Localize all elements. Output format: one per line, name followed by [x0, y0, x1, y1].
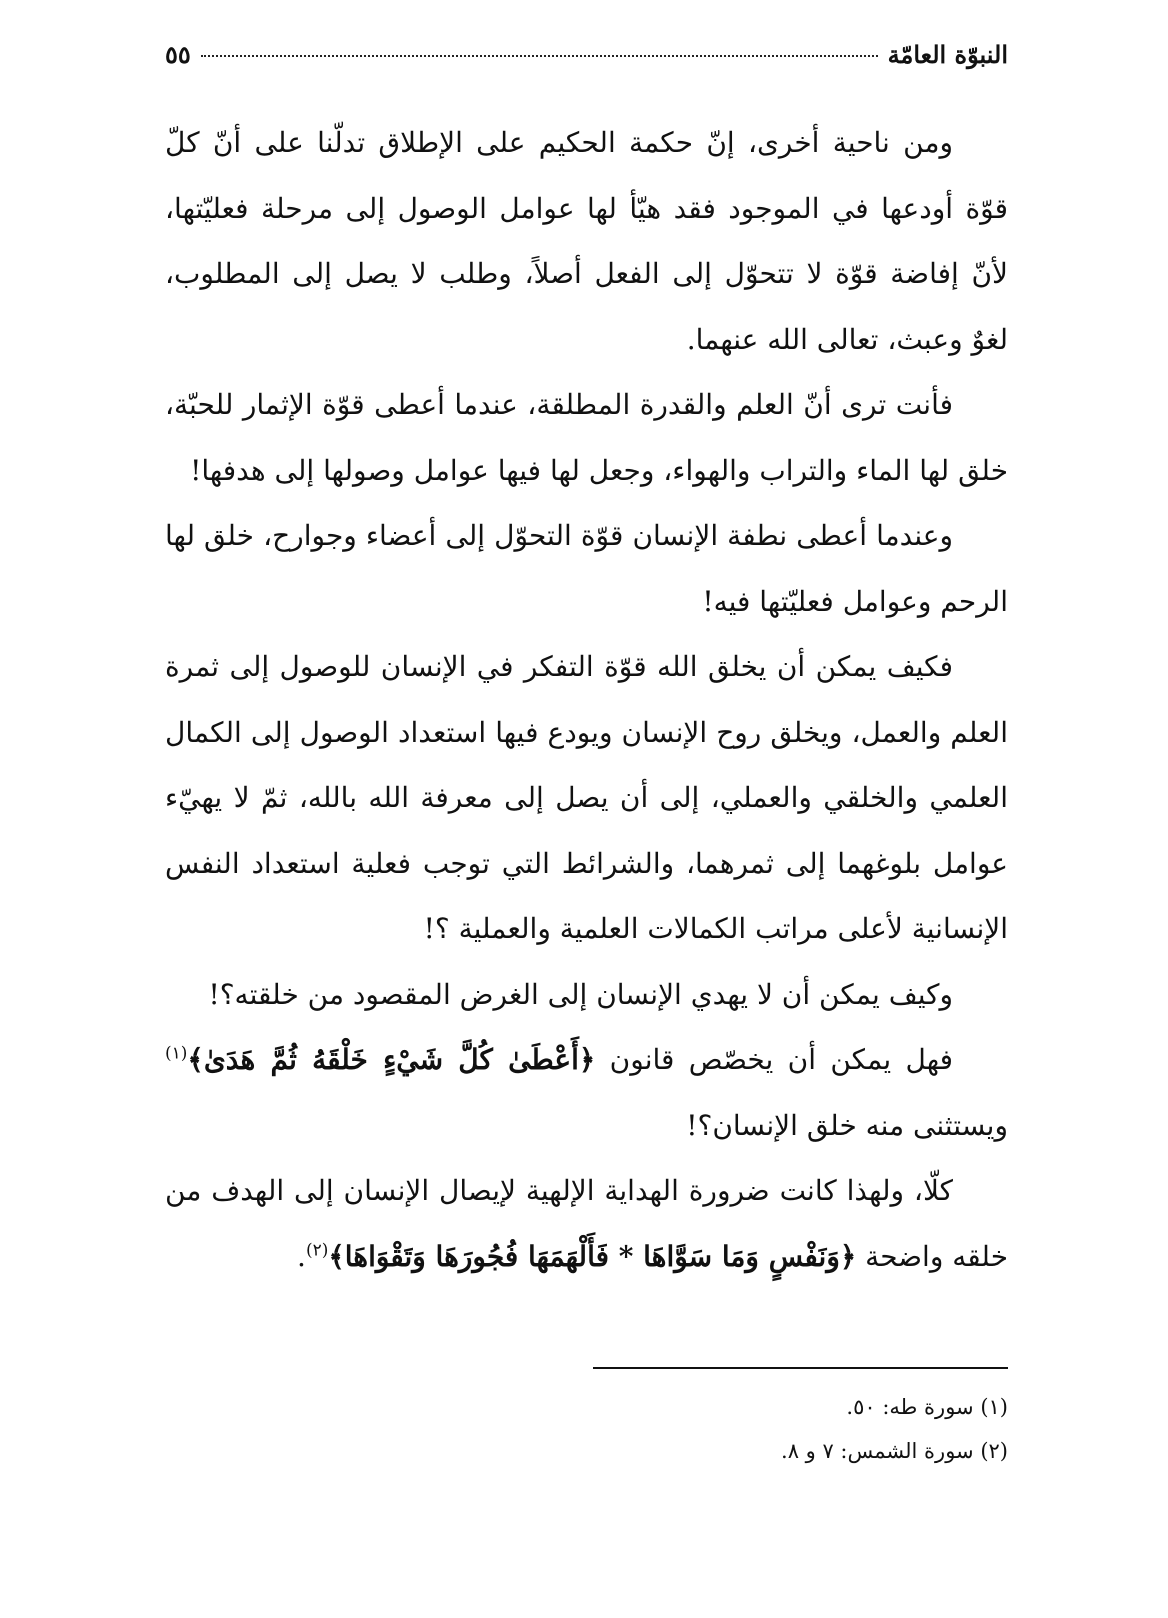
paragraph-text: وكيف يمكن أن لا يهدي الإنسان إلى الغرض المقصود من خلقته؟!: [208, 977, 953, 1011]
paragraph-text: وعندما أعطى نطفة الإنسان قوّة التحوّل إلى أعضاء وجوارح، خلق لها الرحم وعوامل فعليّتها فيه!: [165, 519, 1008, 618]
main-text: [165, 110, 1008, 1289]
page-number: ٥٥: [165, 40, 191, 69]
paragraph: [165, 372, 1008, 503]
footnotes: [165, 1385, 1008, 1473]
footnote-reference: (٢): [305, 1240, 329, 1261]
running-header: [165, 40, 1008, 80]
paragraph: [165, 962, 1008, 1028]
footnote-separator: [593, 1367, 1008, 1369]
paragraph-text: فأنت ترى أنّ العلم والقدرة المطلقة، عندما أعطى قوّة الإثمار للحبّة، خلق لها الماء والتراب والهواء، وجعل لها فيها عوامل وصولها إلى هدفها!: [165, 388, 1008, 487]
paragraph-text: ومن ناحية أخرى، إنّ حكمة الحكيم على الإطلاق تدلّنا على أنّ كلّ قوّة أودعها في الموجود فقد هيّأ لها عوامل الوصول إلى مرحلة فعليّتها، لأنّ إفاضة قوّة لا تتحوّل إلى الفعل أصلاً، وطلب لا يصل إلى المطلوب، لغوٌ وعبث، تعالى الله عنهما.: [165, 126, 1008, 356]
paragraph: [165, 110, 1008, 372]
footnote: (١) سورة طه: ٥٠.: [846, 1395, 1008, 1419]
paragraph: [165, 503, 1008, 634]
paragraph: [165, 1027, 1008, 1158]
paragraph-text: .: [297, 1239, 306, 1273]
paragraph: [165, 634, 1008, 962]
paragraph-text: كلّا، ولهذا كانت ضرورة الهداية الإلهية لإيصال الإنسان إلى الهدف من خلقه واضحة: [165, 1174, 1008, 1273]
header-dotted-leader: [201, 55, 878, 57]
paragraph-text: فهل يمكن أن يخصّص قانون: [595, 1043, 954, 1076]
paragraph-text: فكيف يمكن أن يخلق الله قوّة التفكر في الإنسان للوصول إلى ثمرة العلم والعمل، ويخلق روح الإنسان ويودع فيها استعداد الوصول إلى الكمال العلمي والخلقي والعملي، إلى أن يصل إلى معرفة الله بالله، ثمّ لا يهيّء عوامل بلوغهما إلى ثمرهما، والشرائط التي توجب فعلية استعداد النفس الإنسانية لأعلى مراتب الكمالات العلمية والعملية ؟!: [165, 650, 1008, 945]
quran-verse: ﴿وَنَفْسٍ وَمَا سَوَّاهَا * فَأَلْهَمَهَا فُجُورَهَا وَتَقْوَاهَا﴾: [328, 1239, 857, 1273]
paragraph-text: ويستثنى منه خلق الإنسان؟!: [686, 1108, 1008, 1142]
running-title: النبوّة العامّة: [887, 40, 1008, 69]
quran-verse: ﴿أَعْطَىٰ كُلَّ شَيْءٍ خَلْقَهُ ثُمَّ هَدَىٰ﴾: [187, 1043, 596, 1076]
footnote-reference: (١): [165, 1043, 188, 1064]
paragraph: [165, 1158, 1008, 1289]
footnote: (٢) سورة الشمس: ٧ و ٨.: [781, 1439, 1008, 1463]
